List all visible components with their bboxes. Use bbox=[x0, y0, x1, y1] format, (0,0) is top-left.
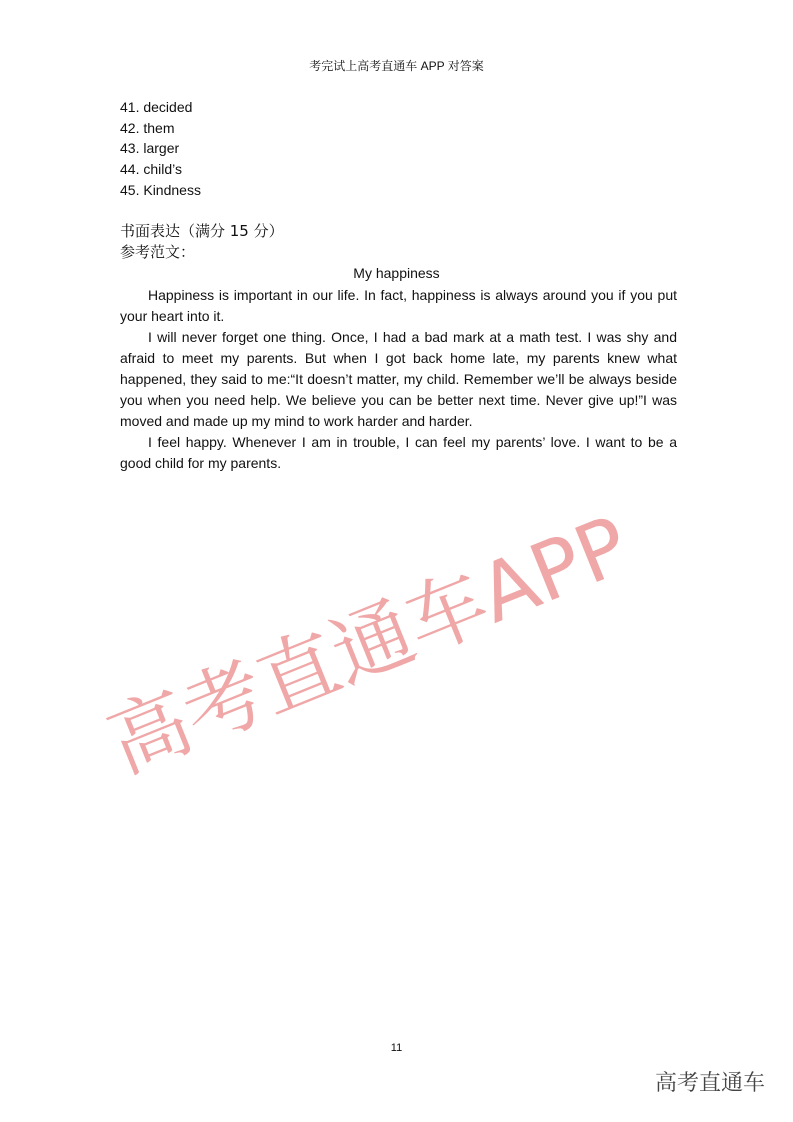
essay-line: happened, they said to me:“It doesn’t matter, my child. Remember we’ll be always bbox=[120, 371, 632, 387]
answer-42: 42. them bbox=[120, 120, 175, 136]
page-header: 考完试上高考直通车 APP 对答案 bbox=[309, 59, 484, 73]
essay-line: afraid to meet my parents. But when I got back home late, my parents knew what bbox=[120, 350, 677, 366]
essay-title: My happiness bbox=[353, 265, 440, 281]
essay-paragraph-1 bbox=[120, 285, 677, 327]
answer-41: 41. decided bbox=[120, 99, 193, 115]
answer-45: 45. Kindness bbox=[120, 182, 201, 198]
essay-paragraph-3 bbox=[120, 432, 677, 474]
essay-line: good child for my parents. bbox=[120, 455, 282, 471]
essay-line: I feel happy. Whenever I am in trouble, I can feel my parents’ love. I want to be a bbox=[148, 434, 677, 450]
watermark: 高考直通车APP bbox=[95, 498, 642, 791]
answer-44: 44. child’s bbox=[120, 161, 183, 177]
essay-line: put your heart into it. bbox=[120, 287, 678, 324]
page-number: 11 bbox=[390, 1042, 403, 1054]
essay-line: beside you when you need help. We believe you can be better next time. Never give bbox=[120, 371, 677, 408]
essay-paragraph-2 bbox=[120, 327, 677, 432]
essay-body bbox=[120, 285, 677, 474]
answer-43: 43. larger bbox=[120, 140, 180, 156]
section-title: 书面表达（满分 15 分） bbox=[120, 222, 284, 240]
essay-line: up!”I was moved and made up my mind to work harder and harder. bbox=[120, 392, 677, 429]
essay-line: Happiness is important in our life. In fact, happiness is always around you if you bbox=[148, 287, 653, 303]
sample-label: 参考范文： bbox=[120, 243, 196, 261]
corner-brand: 高考直通车 bbox=[654, 1071, 765, 1096]
essay-line: I will never forget one thing. Once, I had a bad mark at a math test. I was shy and bbox=[148, 329, 677, 345]
